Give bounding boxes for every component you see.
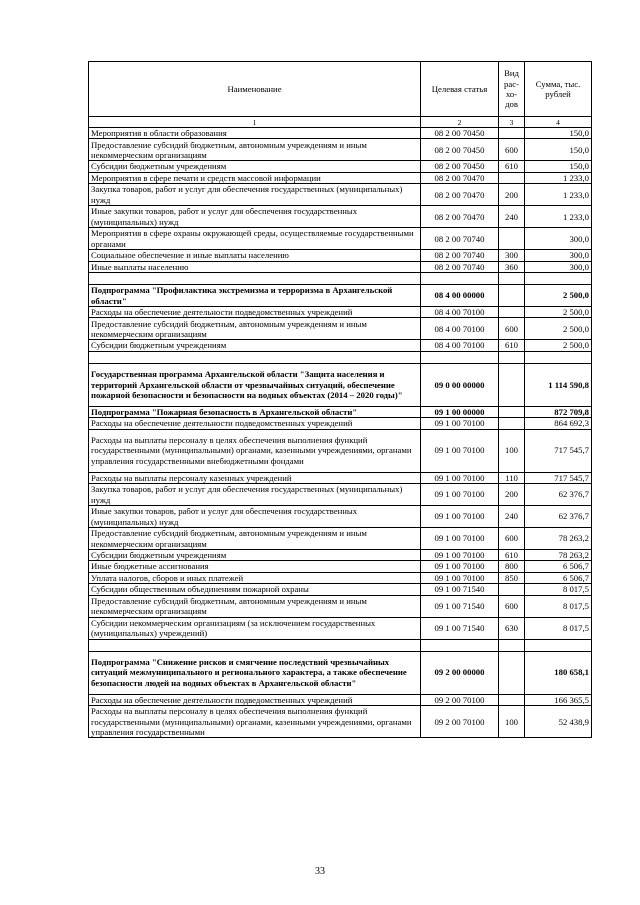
cell-name: Предоставление субсидий бюджетным, автономным учреждениям и иным некоммерческим организациям — [89, 528, 421, 550]
table-body — [89, 128, 592, 738]
cell-vid: 610 — [499, 550, 525, 561]
cell-name: Подпрограмма "Профилактика экстремизма и терроризма в Архангельской области" — [89, 285, 421, 307]
program-row — [89, 285, 592, 307]
cell-name: Субсидии бюджетным учреждениям — [89, 340, 421, 351]
cell-vid: 100 — [499, 429, 525, 472]
cell-name: Иные бюджетные ассигнования — [89, 561, 421, 572]
cell-name: Мероприятия в сфере охраны окружающей среды, осуществляемые государственными органами — [89, 228, 421, 250]
cell-name: Расходы на выплаты персоналу в целях обеспечения выполнения функций государственными (муниципальными) органами, казенными учреждениями, органами управления государственными — [89, 706, 421, 738]
cell-code: 08 2 00 70450 — [421, 139, 499, 161]
cell-name: Расходы на выплаты персоналу в целях обеспечения выполнения функций государственными (муниципальными) органами, казенными учреждениями, органами управления государственными внебюджетными фондами — [89, 429, 421, 472]
cell-name: Государственная программа Архангельской области "Защита населения и территорий Архангельской области от чрезвычайных ситуаций, обеспечение пожарной безопасности и безопасности на водных объектах (2014 – 2020 годы)" — [89, 363, 421, 406]
cell-code: 09 1 00 70100 — [421, 550, 499, 561]
cell-sum: 1 114 590,8 — [525, 363, 592, 406]
cell-code: 08 2 00 70450 — [421, 161, 499, 172]
cell-sum: 8 017,5 — [525, 584, 592, 595]
spacer-cell — [499, 639, 525, 651]
cell-sum: 8 017,5 — [525, 595, 592, 617]
cell-vid: 240 — [499, 206, 525, 228]
cell-name: Предоставление субсидий бюджетным, автономным учреждениям и иным некоммерческим организациям — [89, 139, 421, 161]
table-row — [89, 172, 592, 183]
header-vid: Вид рас-хо-дов — [499, 62, 525, 117]
cell-sum: 872 709,8 — [525, 406, 592, 417]
cell-name: Предоставление субсидий бюджетным, автономным учреждениям и иным некоммерческим организациям — [89, 318, 421, 340]
table-row — [89, 318, 592, 340]
cell-sum: 1 233,0 — [525, 206, 592, 228]
table-row — [89, 128, 592, 139]
cell-vid: 360 — [499, 261, 525, 272]
cell-sum: 78 263,2 — [525, 528, 592, 550]
cell-sum: 2 500,0 — [525, 307, 592, 318]
cell-code: 09 1 00 70100 — [421, 472, 499, 483]
cell-sum: 52 438,9 — [525, 706, 592, 738]
cell-sum: 1 233,0 — [525, 184, 592, 206]
cell-sum: 300,0 — [525, 261, 592, 272]
cell-vid: 610 — [499, 161, 525, 172]
table-row — [89, 561, 592, 572]
cell-sum: 166 365,5 — [525, 694, 592, 705]
table-row — [89, 307, 592, 318]
table-row — [89, 340, 592, 351]
cell-code: 09 1 00 70100 — [421, 572, 499, 583]
cell-name: Расходы на обеспечение деятельности подведомственных учреждений — [89, 307, 421, 318]
table-row — [89, 139, 592, 161]
cell-vid — [499, 584, 525, 595]
cell-sum: 150,0 — [525, 161, 592, 172]
cell-vid: 850 — [499, 572, 525, 583]
cell-code: 08 2 00 70470 — [421, 206, 499, 228]
spacer-cell — [89, 273, 421, 285]
table-row — [89, 261, 592, 272]
cell-sum: 864 692,3 — [525, 418, 592, 429]
table-row — [89, 506, 592, 528]
cell-code: 09 2 00 70100 — [421, 706, 499, 738]
header-col-number: 2 — [421, 117, 499, 128]
program-row — [89, 651, 592, 694]
table-row — [89, 595, 592, 617]
cell-name: Мероприятия в области образования — [89, 128, 421, 139]
spacer-cell — [525, 351, 592, 363]
cell-name: Расходы на обеспечение деятельности подведомственных учреждений — [89, 694, 421, 705]
cell-sum: 300,0 — [525, 228, 592, 250]
spacer-cell — [89, 351, 421, 363]
cell-name: Мероприятия в сфере печати и средств массовой информации — [89, 172, 421, 183]
cell-name: Субсидии бюджетным учреждениям — [89, 161, 421, 172]
spacer-cell — [525, 639, 592, 651]
cell-vid — [499, 285, 525, 307]
table-spacer-row — [89, 273, 592, 285]
header-col-number: 1 — [89, 117, 421, 128]
table-header — [89, 62, 592, 128]
table-row — [89, 161, 592, 172]
cell-vid: 110 — [499, 472, 525, 483]
cell-name: Закупка товаров, работ и услуг для обеспечения государственных (муниципальных) нужд — [89, 484, 421, 506]
budget-table — [88, 61, 592, 738]
table-row — [89, 228, 592, 250]
cell-sum: 6 506,7 — [525, 572, 592, 583]
header-col-number: 4 — [525, 117, 592, 128]
table-spacer-row — [89, 639, 592, 651]
cell-code: 08 4 00 70100 — [421, 307, 499, 318]
cell-code: 09 1 00 70100 — [421, 561, 499, 572]
cell-code: 09 1 00 71540 — [421, 595, 499, 617]
cell-sum: 717 545,7 — [525, 472, 592, 483]
cell-vid: 100 — [499, 706, 525, 738]
cell-vid — [499, 307, 525, 318]
table-row — [89, 694, 592, 705]
cell-code: 08 2 00 70470 — [421, 184, 499, 206]
cell-code: 08 2 00 70740 — [421, 261, 499, 272]
cell-code: 09 1 00 00000 — [421, 406, 499, 417]
cell-sum: 62 376,7 — [525, 484, 592, 506]
cell-code: 08 2 00 70450 — [421, 128, 499, 139]
cell-sum: 180 658,1 — [525, 651, 592, 694]
header-col-number: 3 — [499, 117, 525, 128]
table-row — [89, 184, 592, 206]
cell-vid — [499, 694, 525, 705]
cell-vid: 200 — [499, 484, 525, 506]
table-row — [89, 484, 592, 506]
spacer-cell — [499, 351, 525, 363]
cell-code: 09 1 00 70100 — [421, 528, 499, 550]
header-name: Наименование — [89, 62, 421, 117]
cell-name: Подпрограмма "Снижение рисков и смягчение последствий чрезвычайных ситуаций межмуниципального и регионального характера, а также обеспечение безопасности людей на водных объектах в Архангельской области" — [89, 651, 421, 694]
cell-vid: 600 — [499, 318, 525, 340]
cell-sum: 150,0 — [525, 128, 592, 139]
cell-vid — [499, 228, 525, 250]
cell-vid: 600 — [499, 139, 525, 161]
cell-sum: 78 263,2 — [525, 550, 592, 561]
cell-sum: 6 506,7 — [525, 561, 592, 572]
cell-code: 09 2 00 70100 — [421, 694, 499, 705]
spacer-cell — [421, 273, 499, 285]
cell-sum: 2 500,0 — [525, 340, 592, 351]
cell-name: Предоставление субсидий бюджетным, автономным учреждениям и иным некоммерческим организациям — [89, 595, 421, 617]
cell-vid: 630 — [499, 617, 525, 639]
cell-name: Иные закупки товаров, работ и услуг для обеспечения государственных (муниципальных) нужд — [89, 206, 421, 228]
cell-vid — [499, 128, 525, 139]
cell-code: 09 1 00 70100 — [421, 506, 499, 528]
cell-code: 08 2 00 70740 — [421, 228, 499, 250]
cell-code: 08 4 00 70100 — [421, 318, 499, 340]
cell-name: Иные выплаты населению — [89, 261, 421, 272]
spacer-cell — [525, 273, 592, 285]
cell-vid — [499, 172, 525, 183]
table-row — [89, 250, 592, 261]
page-number: 33 — [315, 866, 325, 877]
spacer-cell — [89, 639, 421, 651]
cell-name: Субсидии общественным объединениям пожарной охраны — [89, 584, 421, 595]
cell-vid — [499, 406, 525, 417]
cell-vid: 800 — [499, 561, 525, 572]
table-row — [89, 584, 592, 595]
cell-vid — [499, 418, 525, 429]
cell-vid: 610 — [499, 340, 525, 351]
cell-sum: 1 233,0 — [525, 172, 592, 183]
cell-sum: 62 376,7 — [525, 506, 592, 528]
cell-code: 08 4 00 70100 — [421, 340, 499, 351]
cell-vid: 240 — [499, 506, 525, 528]
cell-code: 08 2 00 70740 — [421, 250, 499, 261]
cell-code: 09 1 00 70100 — [421, 429, 499, 472]
cell-code: 09 2 00 00000 — [421, 651, 499, 694]
program-row — [89, 363, 592, 406]
cell-sum: 2 500,0 — [525, 318, 592, 340]
cell-code: 09 1 00 71540 — [421, 617, 499, 639]
cell-vid: 600 — [499, 528, 525, 550]
cell-vid — [499, 363, 525, 406]
cell-vid — [499, 651, 525, 694]
cell-name: Социальное обеспечение и иные выплаты населению — [89, 250, 421, 261]
cell-code: 09 1 00 70100 — [421, 418, 499, 429]
cell-name: Субсидии бюджетным учреждениям — [89, 550, 421, 561]
spacer-cell — [421, 639, 499, 651]
table-row — [89, 429, 592, 472]
header-sum: Сумма, тыс. рублей — [525, 62, 592, 117]
cell-code: 09 1 00 71540 — [421, 584, 499, 595]
table-row — [89, 206, 592, 228]
cell-name: Закупка товаров, работ и услуг для обеспечения государственных (муниципальных) нужд — [89, 184, 421, 206]
table-spacer-row — [89, 351, 592, 363]
table-row — [89, 706, 592, 738]
cell-name: Расходы на выплаты персоналу казенных учреждений — [89, 472, 421, 483]
cell-sum: 8 017,5 — [525, 617, 592, 639]
table-row — [89, 550, 592, 561]
cell-name: Иные закупки товаров, работ и услуг для обеспечения государственных (муниципальных) нужд — [89, 506, 421, 528]
cell-vid: 600 — [499, 595, 525, 617]
cell-code: 09 1 00 70100 — [421, 484, 499, 506]
cell-sum: 2 500,0 — [525, 285, 592, 307]
cell-sum: 300,0 — [525, 250, 592, 261]
spacer-cell — [421, 351, 499, 363]
header-code: Целевая статья — [421, 62, 499, 117]
cell-code: 08 4 00 00000 — [421, 285, 499, 307]
cell-vid: 300 — [499, 250, 525, 261]
cell-vid: 200 — [499, 184, 525, 206]
cell-code: 09 0 00 00000 — [421, 363, 499, 406]
spacer-cell — [499, 273, 525, 285]
cell-sum: 717 545,7 — [525, 429, 592, 472]
cell-name: Субсидии некоммерческим организациям (за исключением государственных (муниципальных) учреждений) — [89, 617, 421, 639]
cell-code: 08 2 00 70470 — [421, 172, 499, 183]
table-row — [89, 418, 592, 429]
table-row — [89, 572, 592, 583]
table-row — [89, 528, 592, 550]
table-row — [89, 472, 592, 483]
cell-sum: 150,0 — [525, 139, 592, 161]
cell-name: Подпрограмма "Пожарная безопасность в Архангельской области" — [89, 406, 421, 417]
cell-name: Уплата налогов, сборов и иных платежей — [89, 572, 421, 583]
program-row — [89, 406, 592, 417]
table-row — [89, 617, 592, 639]
cell-name: Расходы на обеспечение деятельности подведомственных учреждений — [89, 418, 421, 429]
